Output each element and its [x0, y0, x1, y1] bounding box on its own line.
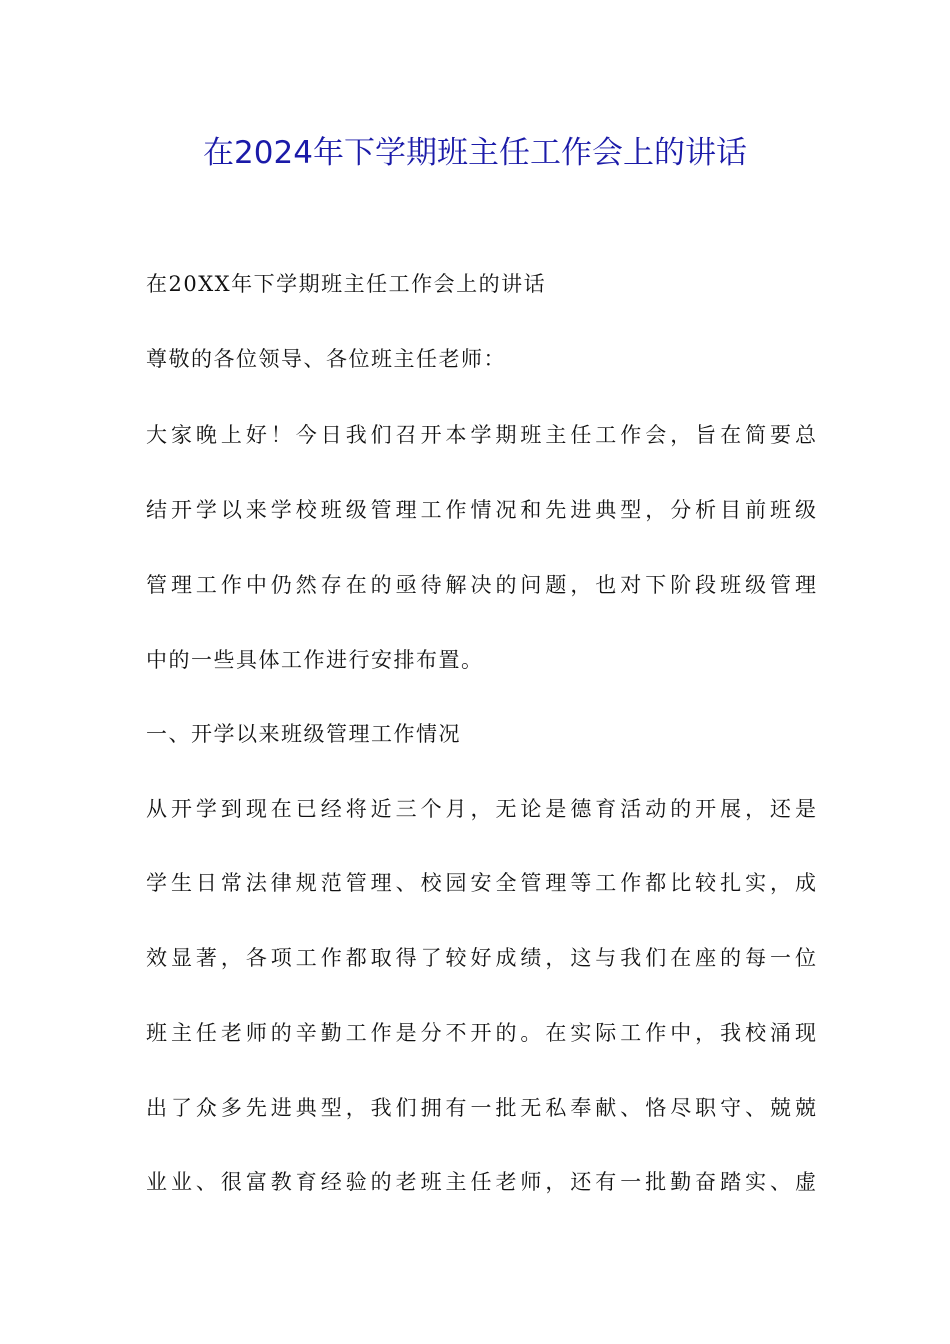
- paragraph-line: 中的一些具体工作进行安排布置。: [146, 648, 484, 672]
- paragraph-line: 结开学以来学校班级管理工作情况和先进典型，分析目前班级: [146, 498, 816, 522]
- subtitle-line: 在20XX年下学期班主任工作会上的讲话: [146, 272, 547, 296]
- section-heading: 一、开学以来班级管理工作情况: [146, 722, 461, 746]
- salutation-line: 尊敬的各位领导、各位班主任老师：: [146, 347, 506, 371]
- document-title: 在2024年下学期班主任工作会上的讲话: [203, 135, 747, 171]
- paragraph-line: 业业、很富教育经验的老班主任老师，还有一批勤奋踏实、虚: [146, 1170, 816, 1194]
- paragraph-line: 学生日常法律规范管理、校园安全管理等工作都比较扎实，成: [146, 871, 816, 895]
- paragraph-line: 效显著，各项工作都取得了较好成绩，这与我们在座的每一位: [146, 946, 816, 970]
- paragraph-line: 出了众多先进典型，我们拥有一批无私奉献、恪尽职守、兢兢: [146, 1096, 816, 1120]
- paragraph-line: 大家晚上好！今日我们召开本学期班主任工作会，旨在简要总: [146, 423, 816, 447]
- paragraph-line: 从开学到现在已经将近三个月，无论是德育活动的开展，还是: [146, 797, 816, 821]
- paragraph-line: 管理工作中仍然存在的亟待解决的问题，也对下阶段班级管理: [146, 573, 816, 597]
- paragraph-line: 班主任老师的辛勤工作是分不开的。在实际工作中，我校涌现: [146, 1021, 816, 1045]
